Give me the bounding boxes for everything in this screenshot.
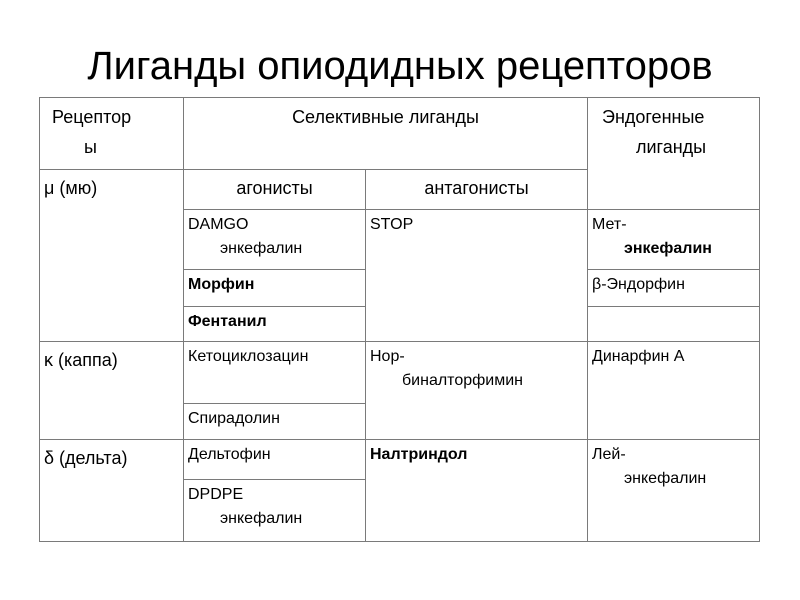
mu-endogenous-met <box>588 210 760 270</box>
receptor-mu-label: μ (мю) <box>44 178 98 198</box>
mu-agonist-fentanyl <box>184 307 366 342</box>
delta-antagonist-label: Налтриндол <box>370 446 468 463</box>
ligands-table <box>39 97 760 542</box>
mu-antagonist-label: STOP <box>370 216 414 233</box>
delta-endogenous-line2: энкефалин <box>624 470 707 487</box>
header-receptor-line2: ы <box>84 137 97 157</box>
mu-antagonist <box>366 210 588 342</box>
mu-endogenous-endorphin <box>588 270 760 307</box>
mu-endogenous-met-line2: энкефалин <box>624 240 712 257</box>
kappa-antagonist-line1: Нор- <box>370 348 405 365</box>
receptor-kappa <box>40 342 184 440</box>
kappa-antagonist <box>366 342 588 440</box>
header-selective-label: Селективные лиганды <box>292 107 479 127</box>
mu-agonist-damgo-line2: энкефалин <box>220 240 303 257</box>
header-selective <box>184 98 588 170</box>
receptor-kappa-label: κ (каппа) <box>44 350 118 370</box>
mu-agonist-fentanyl-label: Фентанил <box>188 313 267 330</box>
delta-agonist-deltorphin <box>184 440 366 480</box>
kappa-agonist-spiradoline <box>184 404 366 440</box>
header-endogenous-line1: Эндогенные <box>602 107 705 127</box>
subheader-agonists <box>184 170 366 210</box>
delta-agonist-dpdpe-line1: DPDPE <box>188 486 244 503</box>
delta-row-1 <box>40 440 760 480</box>
receptor-delta <box>40 440 184 542</box>
subheader-antagonists-label: антагонисты <box>424 178 529 198</box>
header-receptor-line1: Рецептор <box>52 107 132 127</box>
mu-agonist-morphine-label: Морфин <box>188 276 255 293</box>
header-row <box>40 98 760 170</box>
kappa-endogenous <box>588 342 760 440</box>
subheader-agonists-label: агонисты <box>236 178 313 198</box>
header-receptor <box>40 98 184 170</box>
mu-endogenous-met-line1: Мет- <box>592 216 627 233</box>
mu-endogenous-empty <box>588 307 760 342</box>
kappa-agonist-ketocyclazocine <box>184 342 366 404</box>
mu-endogenous-endorphin-label: β-Эндорфин <box>592 276 685 293</box>
kappa-agonist-spiradoline-label: Спирадолин <box>188 410 280 427</box>
slide-title: Лиганды опиодидных рецепторов <box>87 44 713 88</box>
receptor-delta-label: δ (дельта) <box>44 448 128 468</box>
mu-agonist-damgo-line1: DAMGO <box>188 216 249 233</box>
mu-agonist-morphine <box>184 270 366 307</box>
kappa-endogenous-label: Динарфин А <box>592 348 685 365</box>
delta-agonist-deltorphin-label: Дельтофин <box>188 446 271 463</box>
receptor-mu <box>40 170 184 342</box>
mu-agonist-damgo <box>184 210 366 270</box>
kappa-row-1 <box>40 342 760 404</box>
subheader-antagonists <box>366 170 588 210</box>
delta-endogenous-line1: Лей- <box>592 446 626 463</box>
delta-agonist-dpdpe <box>184 480 366 542</box>
kappa-antagonist-line2: биналторфимин <box>402 372 523 389</box>
delta-endogenous <box>588 440 760 542</box>
header-endogenous-line2: лиганды <box>636 137 707 157</box>
delta-antagonist <box>366 440 588 542</box>
kappa-agonist-ketocyclazocine-label: Кетоциклозацин <box>188 348 309 365</box>
header-endogenous <box>588 98 760 210</box>
delta-agonist-dpdpe-line2: энкефалин <box>220 510 303 527</box>
